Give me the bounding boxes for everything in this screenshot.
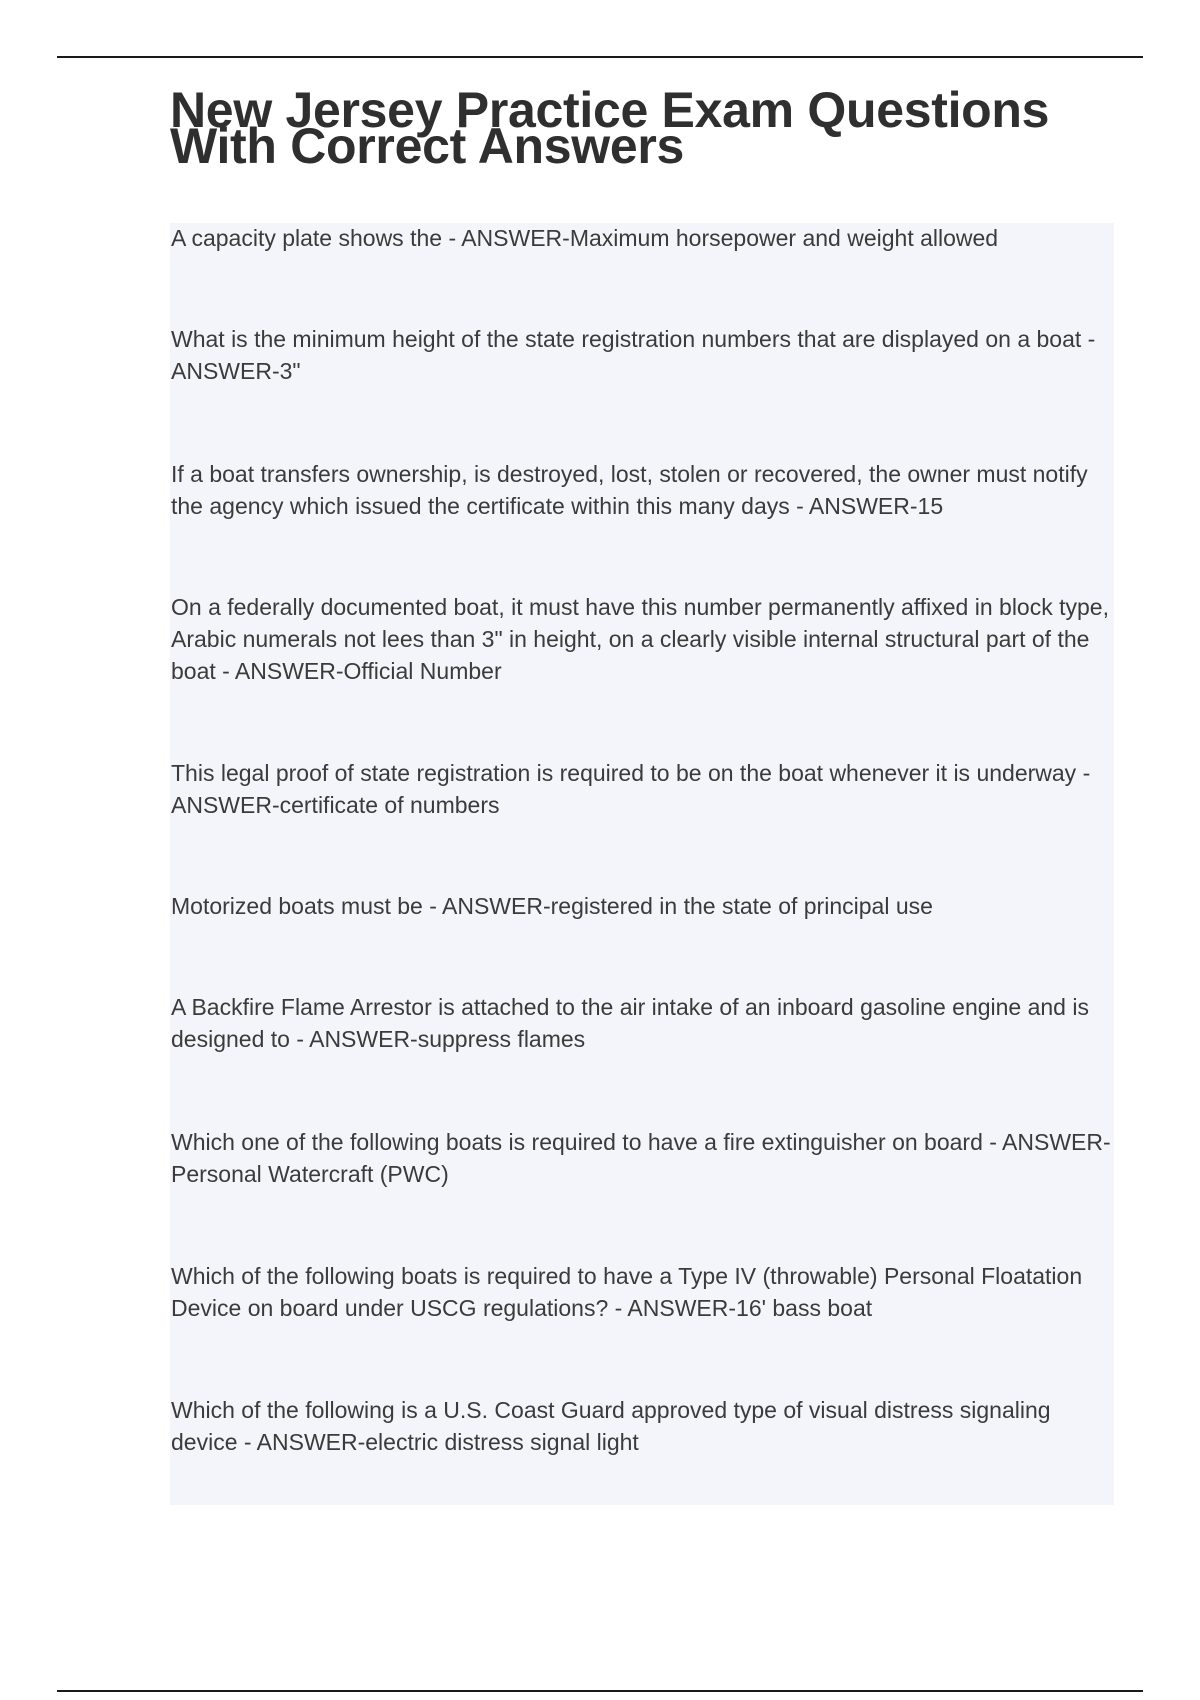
qa-item-10: Which of the following is a U.S. Coast Guard approved type of visual distress signaling device - ANSWER-electric distress signal light [171,1397,1051,1455]
qa-item-6: Motorized boats must be - ANSWER-registered in the state of principal use [171,893,933,919]
qa-item-1: A capacity plate shows the - ANSWER-Maximum horsepower and weight allowed [171,225,999,251]
qa-item-7: A Backfire Flame Arrestor is attached to the air intake of an inboard gasoline engine and is designed to - ANSWER-suppress flames [171,994,1089,1052]
qa-item-4: On a federally documented boat, it must have this number permanently affixed in block type, Arabic numerals not lees than 3" in height, on a clearly visible internal structural part of the boat - ANSWER-Official Number [171,594,1109,684]
qa-item-9: Which of the following boats is required to have a Type IV (throwable) Personal Floatation Device on board under USCG regulations? - ANSWER-16' bass boat [171,1263,1083,1321]
qa-item-3: If a boat transfers ownership, is destroyed, lost, stolen or recovered, the owner must notify the agency which issued the certificate within this many days - ANSWER-15 [171,461,1088,519]
qa-item-5: This legal proof of state registration is required to be on the boat whenever it is underway - ANSWER-certificate of numbers [171,760,1091,818]
qa-item-2: What is the minimum height of the state registration numbers that are displayed on a boat - ANSWER-3" [171,326,1096,384]
qa-item-8: Which one of the following boats is required to have a fire extinguisher on board - ANSWER-Personal Watercraft (PWC) [171,1129,1111,1187]
top-divider [57,56,1143,58]
bottom-divider [57,1690,1143,1692]
page-title: New Jersey Practice Exam Questions With Correct Answers [170,82,1050,174]
